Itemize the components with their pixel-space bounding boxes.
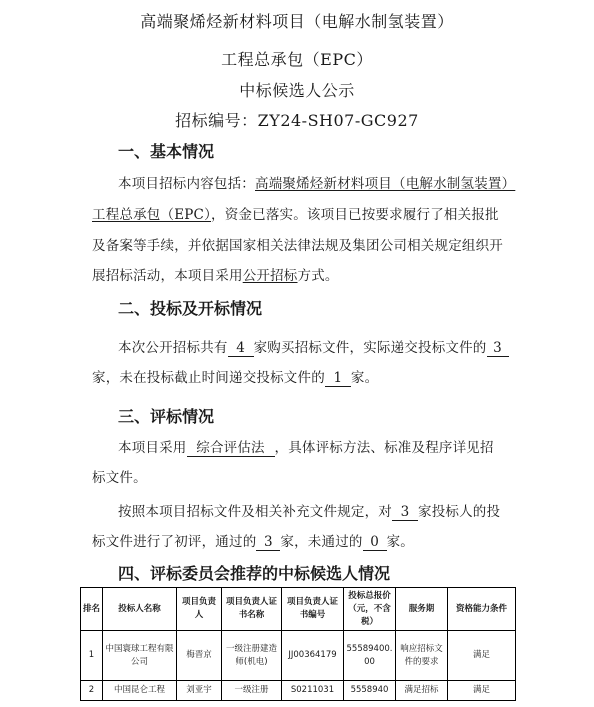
late-count: 1: [325, 371, 351, 387]
project-name: 高端聚烯烃新材料项目（电解水制氢装置）: [255, 176, 516, 192]
qualification-cell: 满足: [448, 631, 516, 681]
total-bid-cell: 55589400.00: [344, 631, 396, 681]
section-heading-bidding: 二、投标及开标情况: [118, 299, 263, 318]
cert-number-cell: JJ00364179: [282, 631, 344, 681]
total-bid-cell: 5558940: [344, 681, 396, 701]
section3-text: 本项目采用: [118, 440, 187, 456]
section1-text: 展招标活动，本项目采用: [92, 268, 243, 284]
header-cert-number: 项目负责人证书编号: [282, 588, 344, 631]
header-cert-name: 项目负责人证书名称: [222, 588, 282, 631]
header-bidder-name: 投标人名称: [103, 588, 177, 631]
section3-text: ，具体评标方法、标准及程序详见招: [274, 440, 494, 456]
section1-line2: [92, 203, 499, 223]
purchase-count: 4: [228, 341, 254, 357]
candidates-table: [80, 587, 516, 701]
submit-count: 3: [487, 341, 509, 357]
section-heading-basic: 一、基本情况: [118, 142, 215, 161]
section3-line3: [118, 500, 500, 521]
section3-text: 标文件进行了初评，通过的: [92, 534, 257, 550]
header-project-manager: 项目负责人: [177, 588, 222, 631]
cert-number-cell: S0211031: [282, 681, 344, 701]
service-period-cell: 满足招标: [396, 681, 448, 701]
section3-line1: [118, 436, 494, 457]
contract-type: 工程总承包（EPC）: [92, 207, 212, 223]
section1-line3: 及备案等手续，并依据国家相关法律法规及集团公司相关规定组织开: [92, 238, 503, 254]
bidder-name-cell: 中国昆仑工程: [103, 681, 177, 701]
pass-count: 3: [256, 535, 280, 551]
header-rank: 排名: [81, 588, 103, 631]
cert-name-cell: 一级注册建造师(机电): [222, 631, 282, 681]
section-heading-candidates: 四、评标委员会推荐的中标候选人情况: [118, 564, 391, 583]
document-title: 高端聚烯烃新材料项目（电解水制氢装置）: [140, 12, 454, 31]
section1-text: 本项目招标内容包括：: [118, 176, 255, 192]
manager-cell: 梅晋京: [177, 631, 222, 681]
section2-text: 本次公开招标共有: [118, 340, 228, 356]
table-header-row: [81, 588, 516, 631]
bidder-name-cell: 中国寰球工程有限公司: [103, 631, 177, 681]
section2-line2: [92, 366, 378, 387]
table-row: [81, 681, 516, 701]
header-total-bid: 投标总报价（元，不含税）: [344, 588, 396, 631]
section1-line1: [118, 172, 515, 192]
section-heading-evaluation: 三、评标情况: [118, 407, 215, 426]
cert-name-cell: 一级注册: [222, 681, 282, 701]
rank-cell: 1: [81, 631, 103, 681]
header-qualification: 资格能力条件: [448, 588, 516, 631]
section3-line4: [92, 530, 414, 551]
tender-method: 公开招标: [242, 268, 298, 284]
header-service-period: 服务期: [396, 588, 448, 631]
section2-text: 家购买招标文件，实际递交投标文件的: [253, 340, 487, 356]
section3-line2: 标文件。: [92, 470, 147, 486]
tender-number: 招标编号：ZY24-SH07-GC927: [175, 111, 419, 130]
section1-text: 方式。: [297, 268, 339, 284]
section3-text: 家投标人的投: [418, 504, 501, 520]
service-period-cell: 响应招标文件的要求: [396, 631, 448, 681]
section2-line1: [118, 336, 509, 357]
manager-cell: 刘亚宇: [177, 681, 222, 701]
evaluation-method: 综合评估法: [187, 441, 275, 457]
qualification-cell: 满足: [448, 681, 516, 701]
section2-text: 家。: [350, 370, 379, 386]
evaluated-count: 3: [392, 505, 418, 521]
document-subtitle: 工程总承包（EPC）: [221, 50, 373, 69]
table-row: [81, 631, 516, 681]
section3-text: 家。: [386, 534, 415, 550]
rank-cell: 2: [81, 681, 103, 701]
section2-text: 家，未在投标截止时间递交投标文件的: [92, 370, 325, 386]
fail-count: 0: [363, 535, 387, 551]
section3-text: 家，未通过的: [280, 534, 363, 550]
section3-text: 按照本项目招标文件及相关补充文件规定，对: [118, 504, 392, 520]
announcement-title: 中标候选人公示: [239, 81, 355, 100]
section1-text: ，资金已落实。该项目已按要求履行了相关报批: [211, 207, 499, 223]
section1-line4: [92, 264, 339, 284]
